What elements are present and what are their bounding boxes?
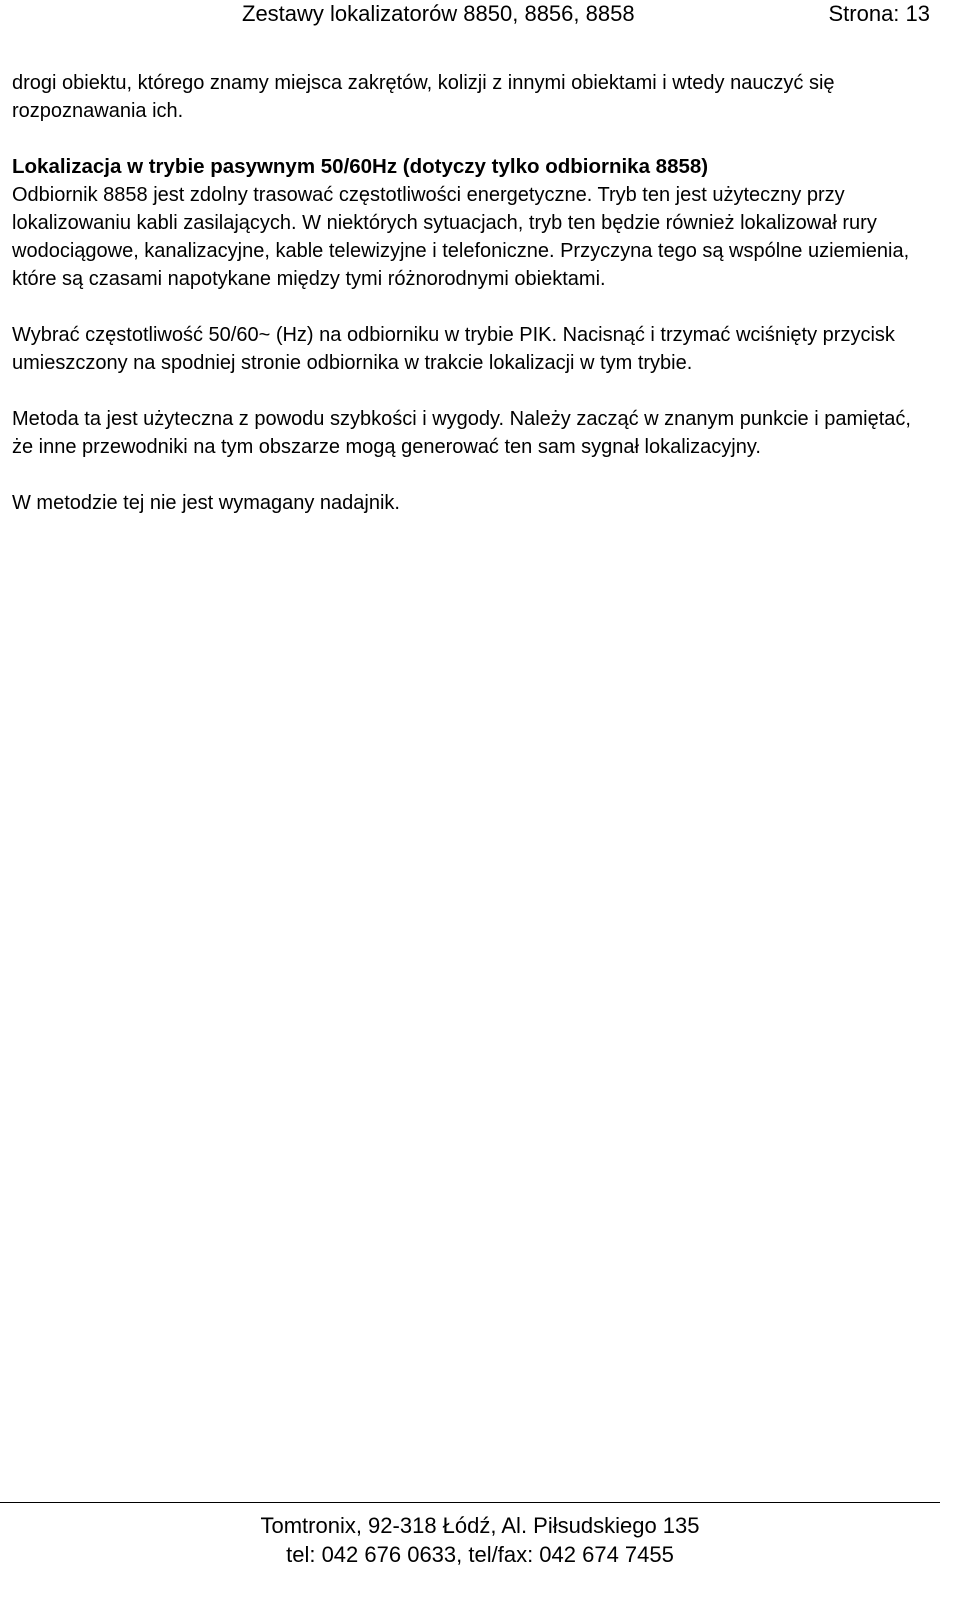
footer-phone: tel: 042 676 0633, tel/fax: 042 674 7455 <box>286 1542 674 1567</box>
intro-paragraph: drogi obiektu, którego znamy miejsca zakrętów, kolizji z innymi obiektami i wtedy nauczyć się rozpoznawania ich. <box>12 72 835 122</box>
paragraph-passive-mode: Odbiornik 8858 jest zdolny trasować częstotliwości energetyczne. Tryb ten jest użyteczny przy lokalizowaniu kabli zasilających. W niektórych sytuacjach, tryb ten będzie również lokalizował rury wodociągowe, kanalizacyjne, kable telewizyjne i telefoniczne. Przyczyna tego są wspólne uziemienia, które są czasami napotykane między tymi różnorodnymi obiektami. <box>12 184 910 290</box>
footer-address: Tomtronix, 92-318 Łódź, Al. Piłsudskiego 135 <box>260 1513 700 1538</box>
document-body <box>12 69 932 517</box>
footer-divider <box>0 1502 940 1503</box>
paragraph-no-transmitter: W metodzie tej nie jest wymagany nadajnik. <box>12 492 400 514</box>
paragraph-frequency-selection: Wybrać częstotliwość 50/60~ (Hz) na odbiorniku w trybie PIK. Nacisnąć i trzymać wciśnięty przycisk umieszczony na spodniej stronie odbiornika w trakcie lokalizacji w tym trybie. <box>12 324 895 374</box>
section-heading: Lokalizacja w trybie pasywnym 50/60Hz (dotyczy tylko odbiornika 8858) <box>12 155 709 178</box>
page-number: Strona: 13 <box>828 1 930 26</box>
paragraph-method-usefulness: Metoda ta jest użyteczna z powodu szybkości i wygody. Należy zacząć w znanym punkcie i pamiętać, że inne przewodniki na tym obszarze mogą generować ten sam sygnał lokalizacyjny. <box>12 408 911 458</box>
running-header-title: Zestawy lokalizatorów 8850, 8856, 8858 <box>242 1 635 26</box>
